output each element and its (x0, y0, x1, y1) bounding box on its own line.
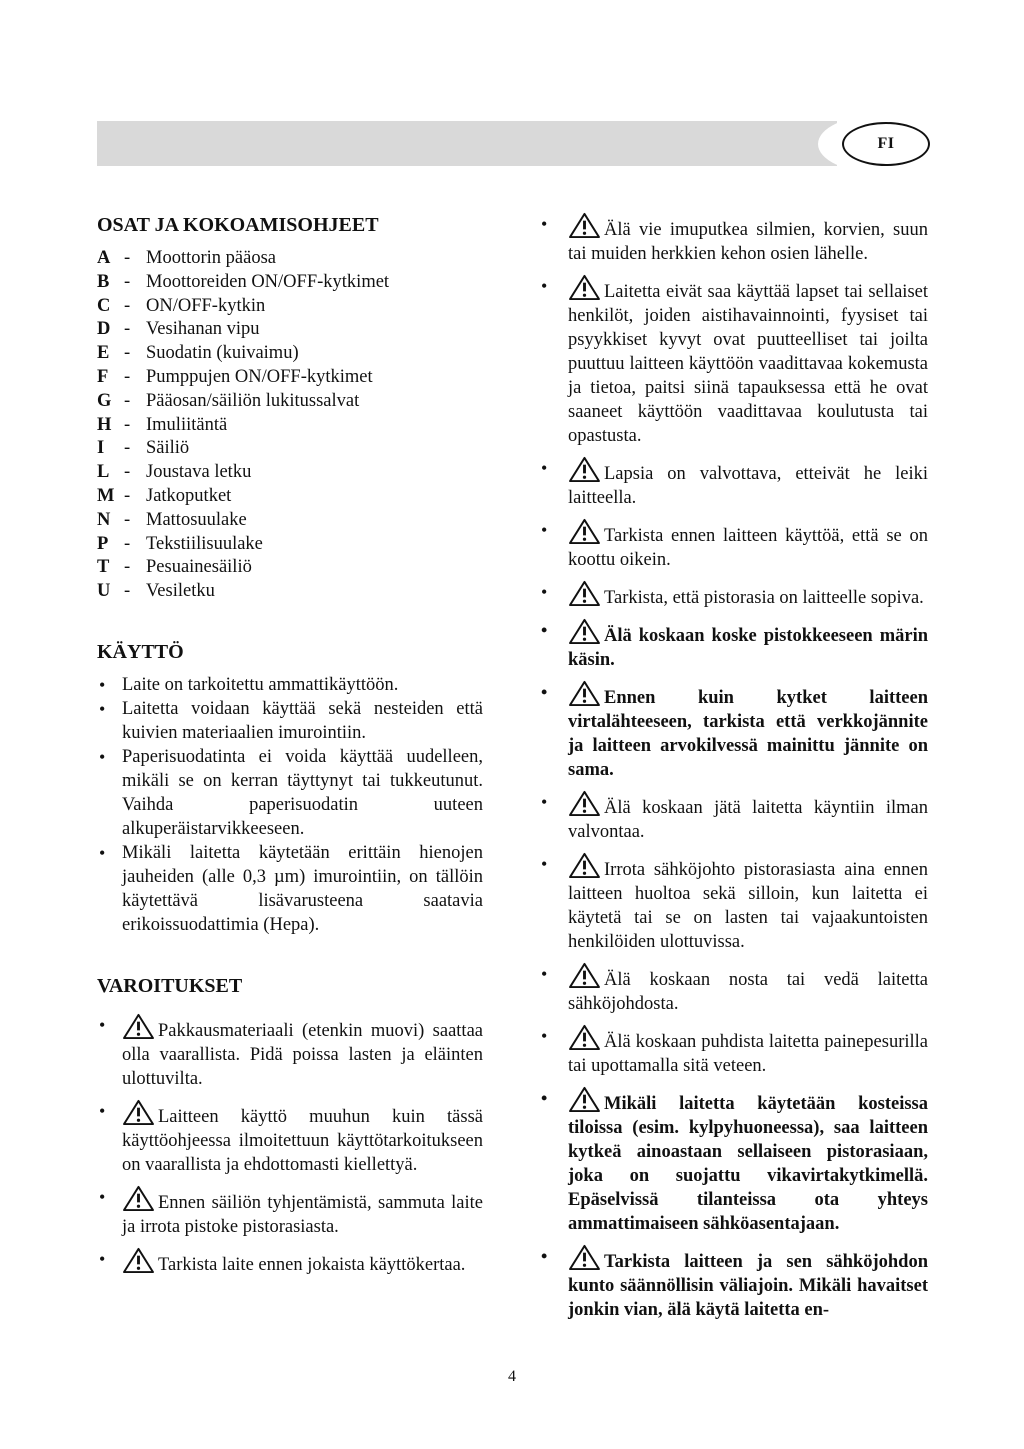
part-item (97, 294, 483, 318)
part-item (97, 532, 483, 556)
usage-section-title: KÄYTTÖ (97, 640, 184, 663)
part-separator: - (124, 485, 131, 506)
part-separator: - (124, 509, 131, 530)
warning-item (97, 1099, 483, 1177)
warning-triangle-icon (568, 618, 601, 645)
warning-item (97, 1013, 483, 1091)
warning-text: Laitetta eivät saa käyttää lapset tai sellaiset henkilöt, joiden aistihavainnointi, fyysiset tai psyykkiset kyvyt ovat puutteelliset tai joilta puuttuu laitteen käyttöön vaadittavaa kokemusta ja tietoa, paitsi siinä tapauksessa että he ovat saaneet käyttöön vaadittavaa koulutusta tai opastusta. (568, 282, 928, 446)
part-separator: - (124, 319, 131, 340)
warning-triangle-icon (568, 680, 601, 707)
part-label: Pääosan/säiliön lukitussalvat (146, 390, 360, 411)
header-bar (97, 121, 837, 166)
part-label: Säiliö (146, 438, 190, 459)
part-separator: - (124, 581, 131, 602)
warning-triangle-icon (568, 852, 601, 879)
part-item (97, 555, 483, 579)
part-letter: N (97, 509, 111, 530)
part-letter: P (97, 533, 109, 554)
warning-text: Lapsia on valvottava, etteivät he leiki laitteella. (568, 464, 928, 508)
warning-item (538, 518, 928, 572)
part-separator: - (124, 438, 131, 459)
part-item (97, 246, 483, 270)
warning-text: Älä koskaan koske pistokkeeseen märin käsin. (568, 626, 928, 670)
part-separator: - (124, 390, 131, 411)
warning-text: Tarkista, että pistorasia on laitteelle sopiva. (604, 588, 924, 608)
part-separator: - (124, 295, 131, 316)
warning-triangle-icon (122, 1247, 155, 1274)
warning-triangle-icon (122, 1013, 155, 1040)
warning-item (97, 1185, 483, 1239)
part-label: Mattosuulake (146, 509, 247, 530)
warning-item (538, 1086, 928, 1236)
part-letter: D (97, 319, 111, 340)
warning-text: Tarkista laitteen ja sen sähköjohdon kunto säännöllisin väliajoin. Mikäli havaitset jonkin vian, älä käytä laitetta en- (568, 1252, 928, 1320)
warning-text: Älä vie imuputkea silmien, korvien, suun tai muiden herkkien kehon osien lähelle. (568, 220, 928, 264)
part-separator: - (124, 462, 131, 483)
warning-triangle-icon (568, 962, 601, 989)
part-letter: G (97, 390, 112, 411)
language-badge-label: FI (877, 135, 895, 152)
part-letter: F (97, 366, 109, 387)
warning-item (538, 852, 928, 954)
part-item (97, 484, 483, 508)
part-letter: T (97, 557, 110, 578)
warning-text: Ennen säiliön tyhjentämistä, sammuta laite ja irrota pistoke pistorasiasta. (122, 1192, 483, 1237)
parts-list (97, 246, 483, 603)
part-item (97, 413, 483, 437)
part-separator: - (124, 414, 131, 435)
part-letter: B (97, 271, 110, 292)
warning-item (538, 680, 928, 782)
warning-triangle-icon (568, 1024, 601, 1051)
warning-item (538, 1244, 928, 1322)
page-number: 4 (508, 1368, 516, 1385)
warning-triangle-icon (568, 790, 601, 817)
warning-item (538, 212, 928, 266)
part-label: Vesiletku (146, 581, 215, 602)
warning-text: Tarkista ennen laitteen käyttöä, että se on koottu oikein. (568, 526, 928, 570)
part-separator: - (124, 248, 131, 268)
warning-item (538, 790, 928, 844)
part-label: Vesihanan vipu (146, 319, 260, 340)
part-label: Tekstiilisuulake (146, 533, 263, 554)
part-item (97, 436, 483, 460)
warning-text: Älä koskaan puhdista laitetta painepesurilla tai upottamalla sitä veteen. (568, 1032, 928, 1076)
warning-item (538, 618, 928, 672)
warning-triangle-icon (568, 580, 601, 607)
part-label: Imuliitäntä (146, 414, 228, 435)
parts-section-title: OSAT JA KOKOAMISOHJEET (97, 214, 379, 236)
part-label: Joustava letku (146, 462, 252, 483)
warning-triangle-icon (568, 212, 601, 239)
warning-triangle-icon (568, 518, 601, 545)
warning-triangle-icon (568, 274, 601, 301)
part-label: Moottorin pääosa (146, 248, 276, 268)
warning-triangle-icon (122, 1099, 155, 1126)
warning-text: Älä koskaan nosta tai vedä laitetta sähköjohdosta. (568, 970, 928, 1014)
part-label: Moottoreiden ON/OFF-kytkimet (146, 271, 390, 292)
warning-text: Laitteen käyttö muuhun kuin tässä käyttöohjeessa ilmoitettuun käyttötarkoitukseen on vaarallista ja ehdottomasti kiellettyä. (122, 1106, 483, 1175)
part-letter: E (97, 343, 110, 364)
usage-item: • Mikäli laitetta käytetään erittäin hienojen jauheiden (alle 0,3 µm) imurointiin, on tällöin käytettävä lisävarusteena saatavia erikoissuodattimia (Hepa). (97, 841, 483, 937)
part-separator: - (124, 557, 131, 578)
part-item (97, 508, 483, 532)
right-column (538, 212, 928, 1330)
part-item (97, 365, 483, 389)
left-column (97, 212, 483, 1285)
warning-item (538, 1024, 928, 1078)
part-item (97, 341, 483, 365)
warning-item (538, 456, 928, 510)
part-separator: - (124, 343, 131, 364)
part-label: Jatkoputket (146, 485, 232, 506)
warning-triangle-icon (122, 1185, 155, 1212)
warning-triangle-icon (568, 1244, 601, 1271)
part-label: Pumppujen ON/OFF-kytkimet (146, 366, 373, 387)
warning-item (538, 962, 928, 1016)
part-item (97, 460, 483, 484)
language-badge (842, 122, 930, 166)
usage-item: • Laite on tarkoitettu ammattikäyttöön. (97, 673, 483, 697)
usage-item: • Paperisuodatinta ei voida käyttää uudelleen, mikäli se on kerran täyttynyt tai tukkeutunut. Vaihda paperisuodatin uuteen alkuperäistarvikkeeseen. (97, 745, 483, 841)
warning-triangle-icon (568, 456, 601, 483)
part-separator: - (124, 271, 131, 292)
warnings-section-title: VAROITUKSET (97, 974, 243, 997)
part-letter: A (97, 248, 111, 268)
warning-text: Tarkista laite ennen jokaista käyttökertaa. (158, 1254, 466, 1275)
warning-item (538, 580, 928, 610)
warning-triangle-icon (568, 1086, 601, 1113)
part-letter: L (97, 462, 110, 483)
part-letter: H (97, 414, 112, 435)
warning-item (97, 1247, 483, 1277)
warning-item (538, 274, 928, 448)
part-item (97, 389, 483, 413)
warning-text: Älä koskaan jätä laitetta käyntiin ilman valvontaa. (568, 798, 928, 842)
part-label: Pesuainesäiliö (146, 557, 252, 578)
part-label: Suodatin (kuivaimu) (146, 343, 299, 364)
warning-text: Pakkausmateriaali (etenkin muovi) saattaa olla vaarallista. Pidä poissa lasten ja eläinten ulottuvilta. (122, 1020, 483, 1089)
warning-text: Ennen kuin kytket laitteen virtalähteeseen, tarkista että verkkojännite ja laitteen arvokilvessä mainittu jännite on sama. (568, 688, 928, 780)
part-letter: U (97, 581, 111, 602)
part-letter: M (97, 485, 115, 506)
part-item (97, 579, 483, 603)
part-item (97, 317, 483, 341)
warning-text: Mikäli laitetta käytetään kosteissa tiloissa (esim. kylpyhuoneessa), saa laitteen kytkeä ainoastaan sellaiseen pistorasiaan, joka on suojattu vikavirtakytkimellä. Epäselvissä tilanteissa ota yhteys ammattimaiseen sähköasentajaan. (568, 1094, 928, 1234)
part-letter: C (97, 295, 111, 316)
warnings-list-left (97, 1013, 483, 1277)
part-separator: - (124, 533, 131, 554)
usage-list (97, 673, 483, 937)
usage-item: • Laitetta voidaan käyttää sekä nesteiden että kuivien materiaalien imurointiin. (97, 697, 483, 745)
part-item (97, 270, 483, 294)
warning-text: Irrota sähköjohto pistorasiasta aina ennen laitteen huoltoa sekä silloin, kun laitetta ei käytetä tai se on lasten tai vajaakuntoisten henkilöiden ulottuvissa. (568, 860, 928, 952)
warnings-list-right (538, 212, 928, 1322)
part-label: ON/OFF-kytkin (146, 295, 266, 316)
part-letter: I (97, 438, 105, 459)
part-separator: - (124, 366, 131, 387)
